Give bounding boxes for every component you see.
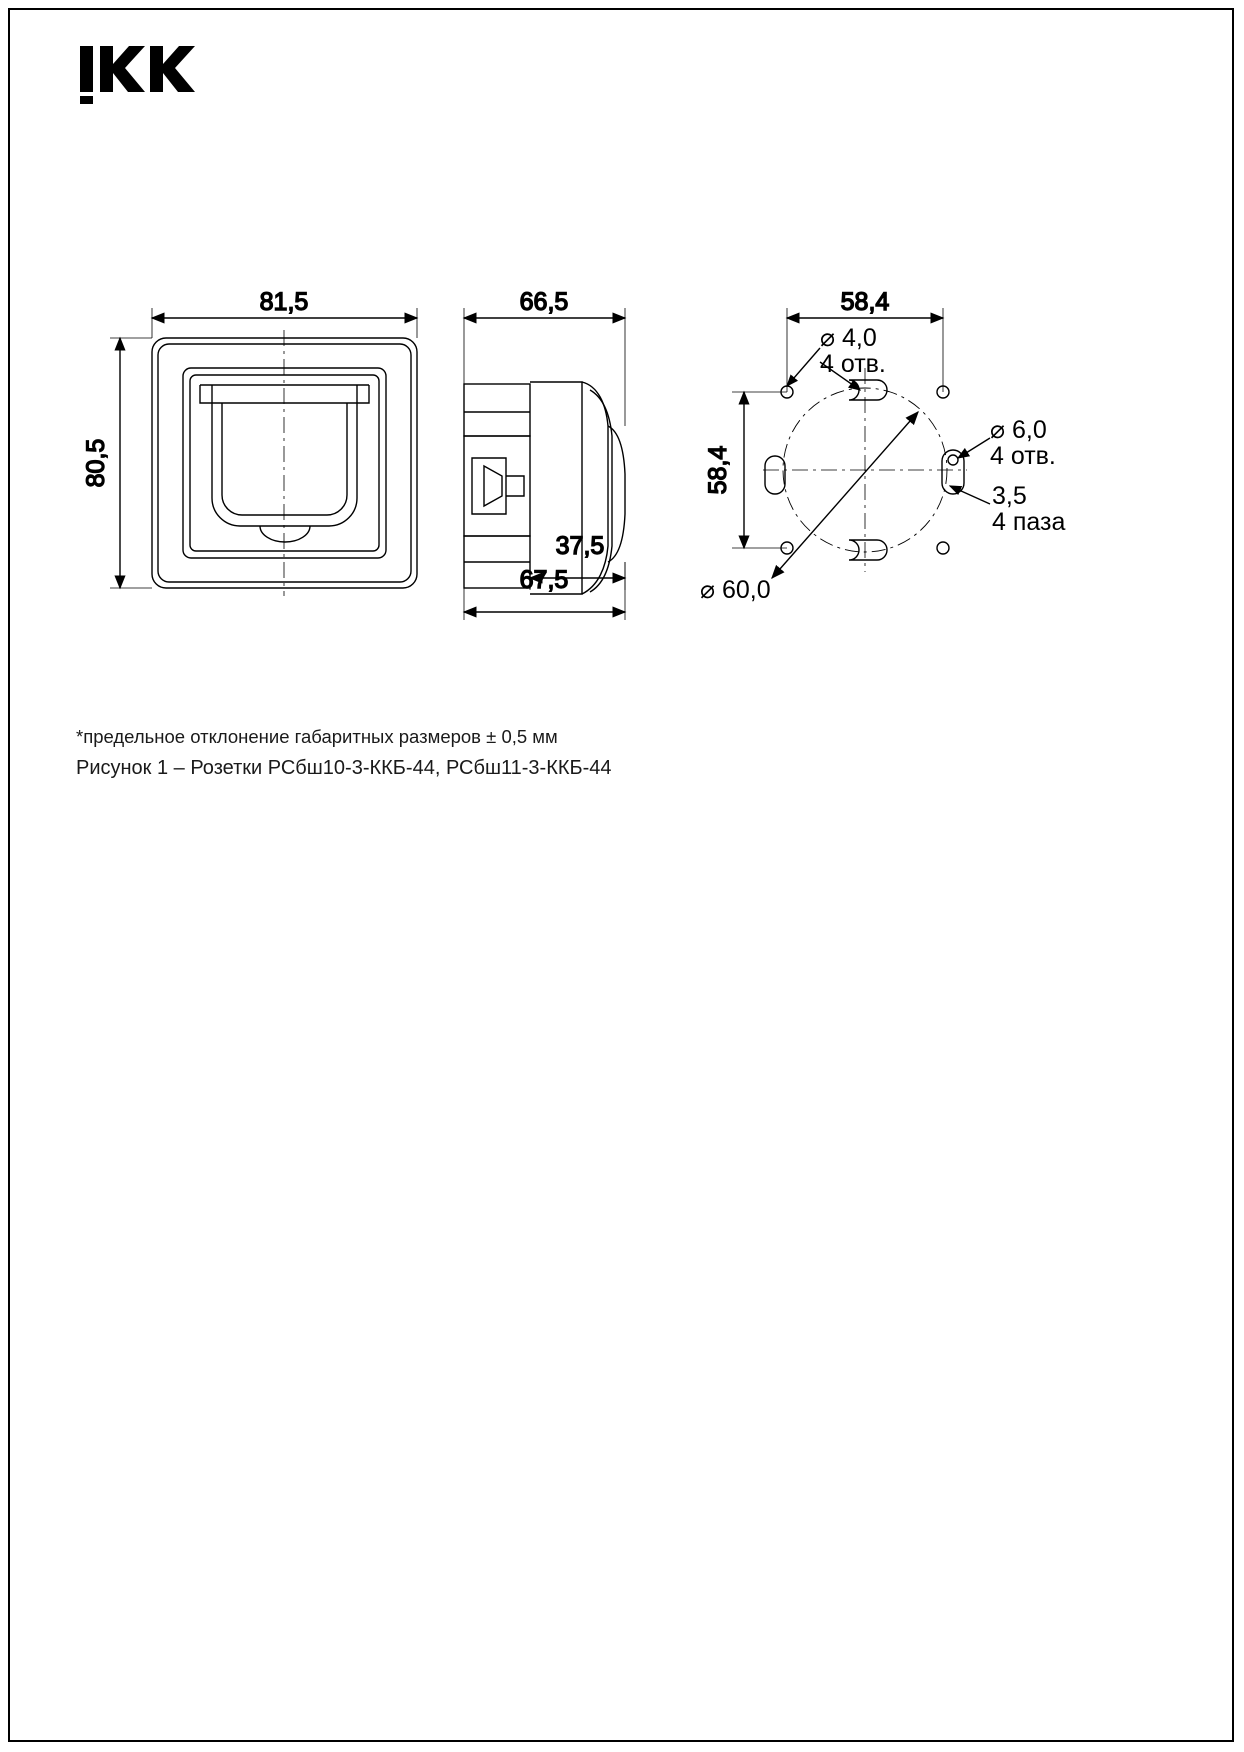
technical-drawing [60, 290, 1120, 670]
dim-label-hole-6mm: ⌀ 6,0 [990, 416, 1047, 444]
dim-label-front-width: 81,5 [259, 290, 309, 316]
iek-logo-icon [78, 40, 198, 110]
figure-caption-block [76, 722, 976, 784]
dim-label-side-66-5: 66,5 [519, 290, 569, 316]
dim-label-plate-width: 58,4 [840, 290, 890, 316]
dim-side-66-5 [464, 308, 625, 426]
dim-label-hole-4mm: ⌀ 4,0 [820, 324, 877, 352]
mounting-plate-geometry [763, 368, 967, 572]
caption-note: *предельное отклонение габаритных размеров ± 0,5 мм [76, 726, 558, 747]
dim-label-side-67-5: 67,5 [519, 566, 569, 594]
front-view-geometry [152, 330, 417, 596]
dim-label-circle-60: ⌀ 60,0 [700, 576, 771, 604]
dim-note-slot-3-5: 4 паза [992, 508, 1066, 536]
side-view-geometry [464, 382, 625, 594]
leader-circle-60 [772, 412, 918, 578]
dim-label-front-height: 80,5 [82, 438, 110, 488]
leader-slot-3-5 [950, 486, 990, 504]
dim-label-slot-3-5: 3,5 [992, 482, 1027, 510]
drawing-svg [60, 290, 1120, 670]
dim-note-hole-6mm: 4 отв. [990, 442, 1056, 470]
dim-label-plate-height: 58,4 [704, 445, 732, 495]
figure-title: Рисунок 1 – Розетки РСбш10-3-ККБ-44, РСбш11-3-ККБ-44 [76, 757, 612, 779]
leader-hole-6mm [958, 438, 990, 458]
iek-logo [78, 40, 198, 110]
dim-note-hole-4mm: 4 отв. [820, 350, 886, 378]
page-border [8, 8, 1234, 1742]
dim-label-side-37-5: 37,5 [555, 532, 605, 560]
dim-front-height [110, 338, 152, 588]
